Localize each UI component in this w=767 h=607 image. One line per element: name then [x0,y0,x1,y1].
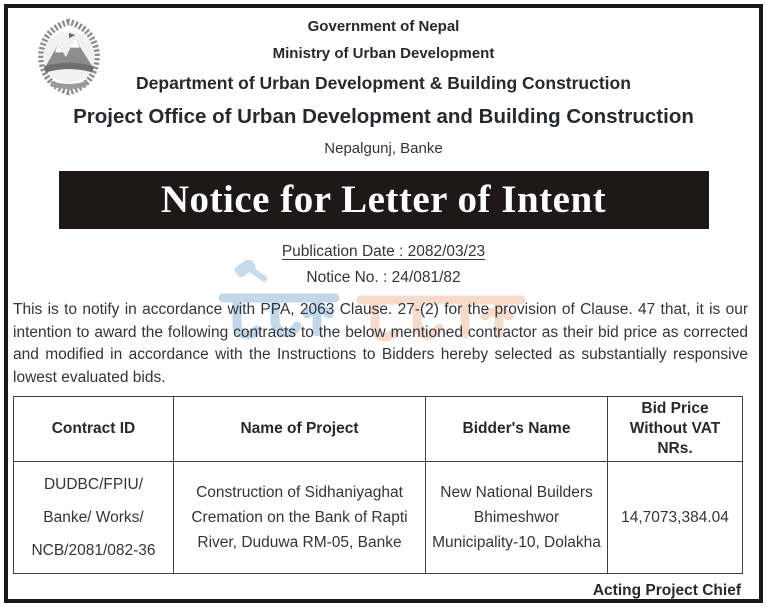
department-title: Department of Urban Development & Building Construction [136,73,631,93]
table-row [14,462,743,574]
contract-id-line: NCB/2081/082-36 [31,542,156,559]
publication-date [8,243,759,261]
notice-body-paragraph: This is to notify in accordance with PPA, 2063 Clause. 27-(2) for the provision of Clause. 47 that, it is our intention to award the following contracts to the below mentioned contractor as their bid price as corrected and modified in accordance with the Instructions to Bidders hereby selected as substantially responsive lowest evaluated bids. [13,301,748,386]
document-border-frame [4,4,763,603]
header-contract-id: Contract ID [14,397,174,462]
cell-bidder-name: New National Builders Bhimeshwor Municipality-10, Dolakha [426,462,608,574]
ministry-title: Ministry of Urban Development [272,45,495,62]
notice-title-banner: Notice for Letter of Intent [59,171,709,229]
contract-id-line: DUDBC/FPIU/ [43,476,144,493]
header-bidder-name: Bidder's Name [426,397,608,462]
table-header-row [14,397,743,462]
signature-title: Acting Project Chief [592,582,741,599]
cell-bid-price: 14,7073,384.04 [608,462,743,574]
cell-contract-id [14,462,174,574]
contract-id-line: Banke/ Works/ [43,509,144,526]
contracts-table [13,396,743,574]
publication-date-text: Publication Date : 2082/03/23 [281,243,486,260]
office-title: Project Office of Urban Development and Building Construction [73,105,694,128]
cell-project-name: Construction of Sidhaniyaghat Cremation on the Bank of Rapti River, Duduwa RM-05, Banke [174,462,426,574]
header-bid-price: Bid Price Without VAT NRs. [608,397,743,462]
notice-number: Notice No. : 24/081/82 [306,269,461,286]
gov-title: Government of Nepal [307,18,460,35]
letterhead [8,18,759,157]
office-location: Nepalgunj, Banke [324,140,443,157]
header-project-name: Name of Project [174,397,426,462]
